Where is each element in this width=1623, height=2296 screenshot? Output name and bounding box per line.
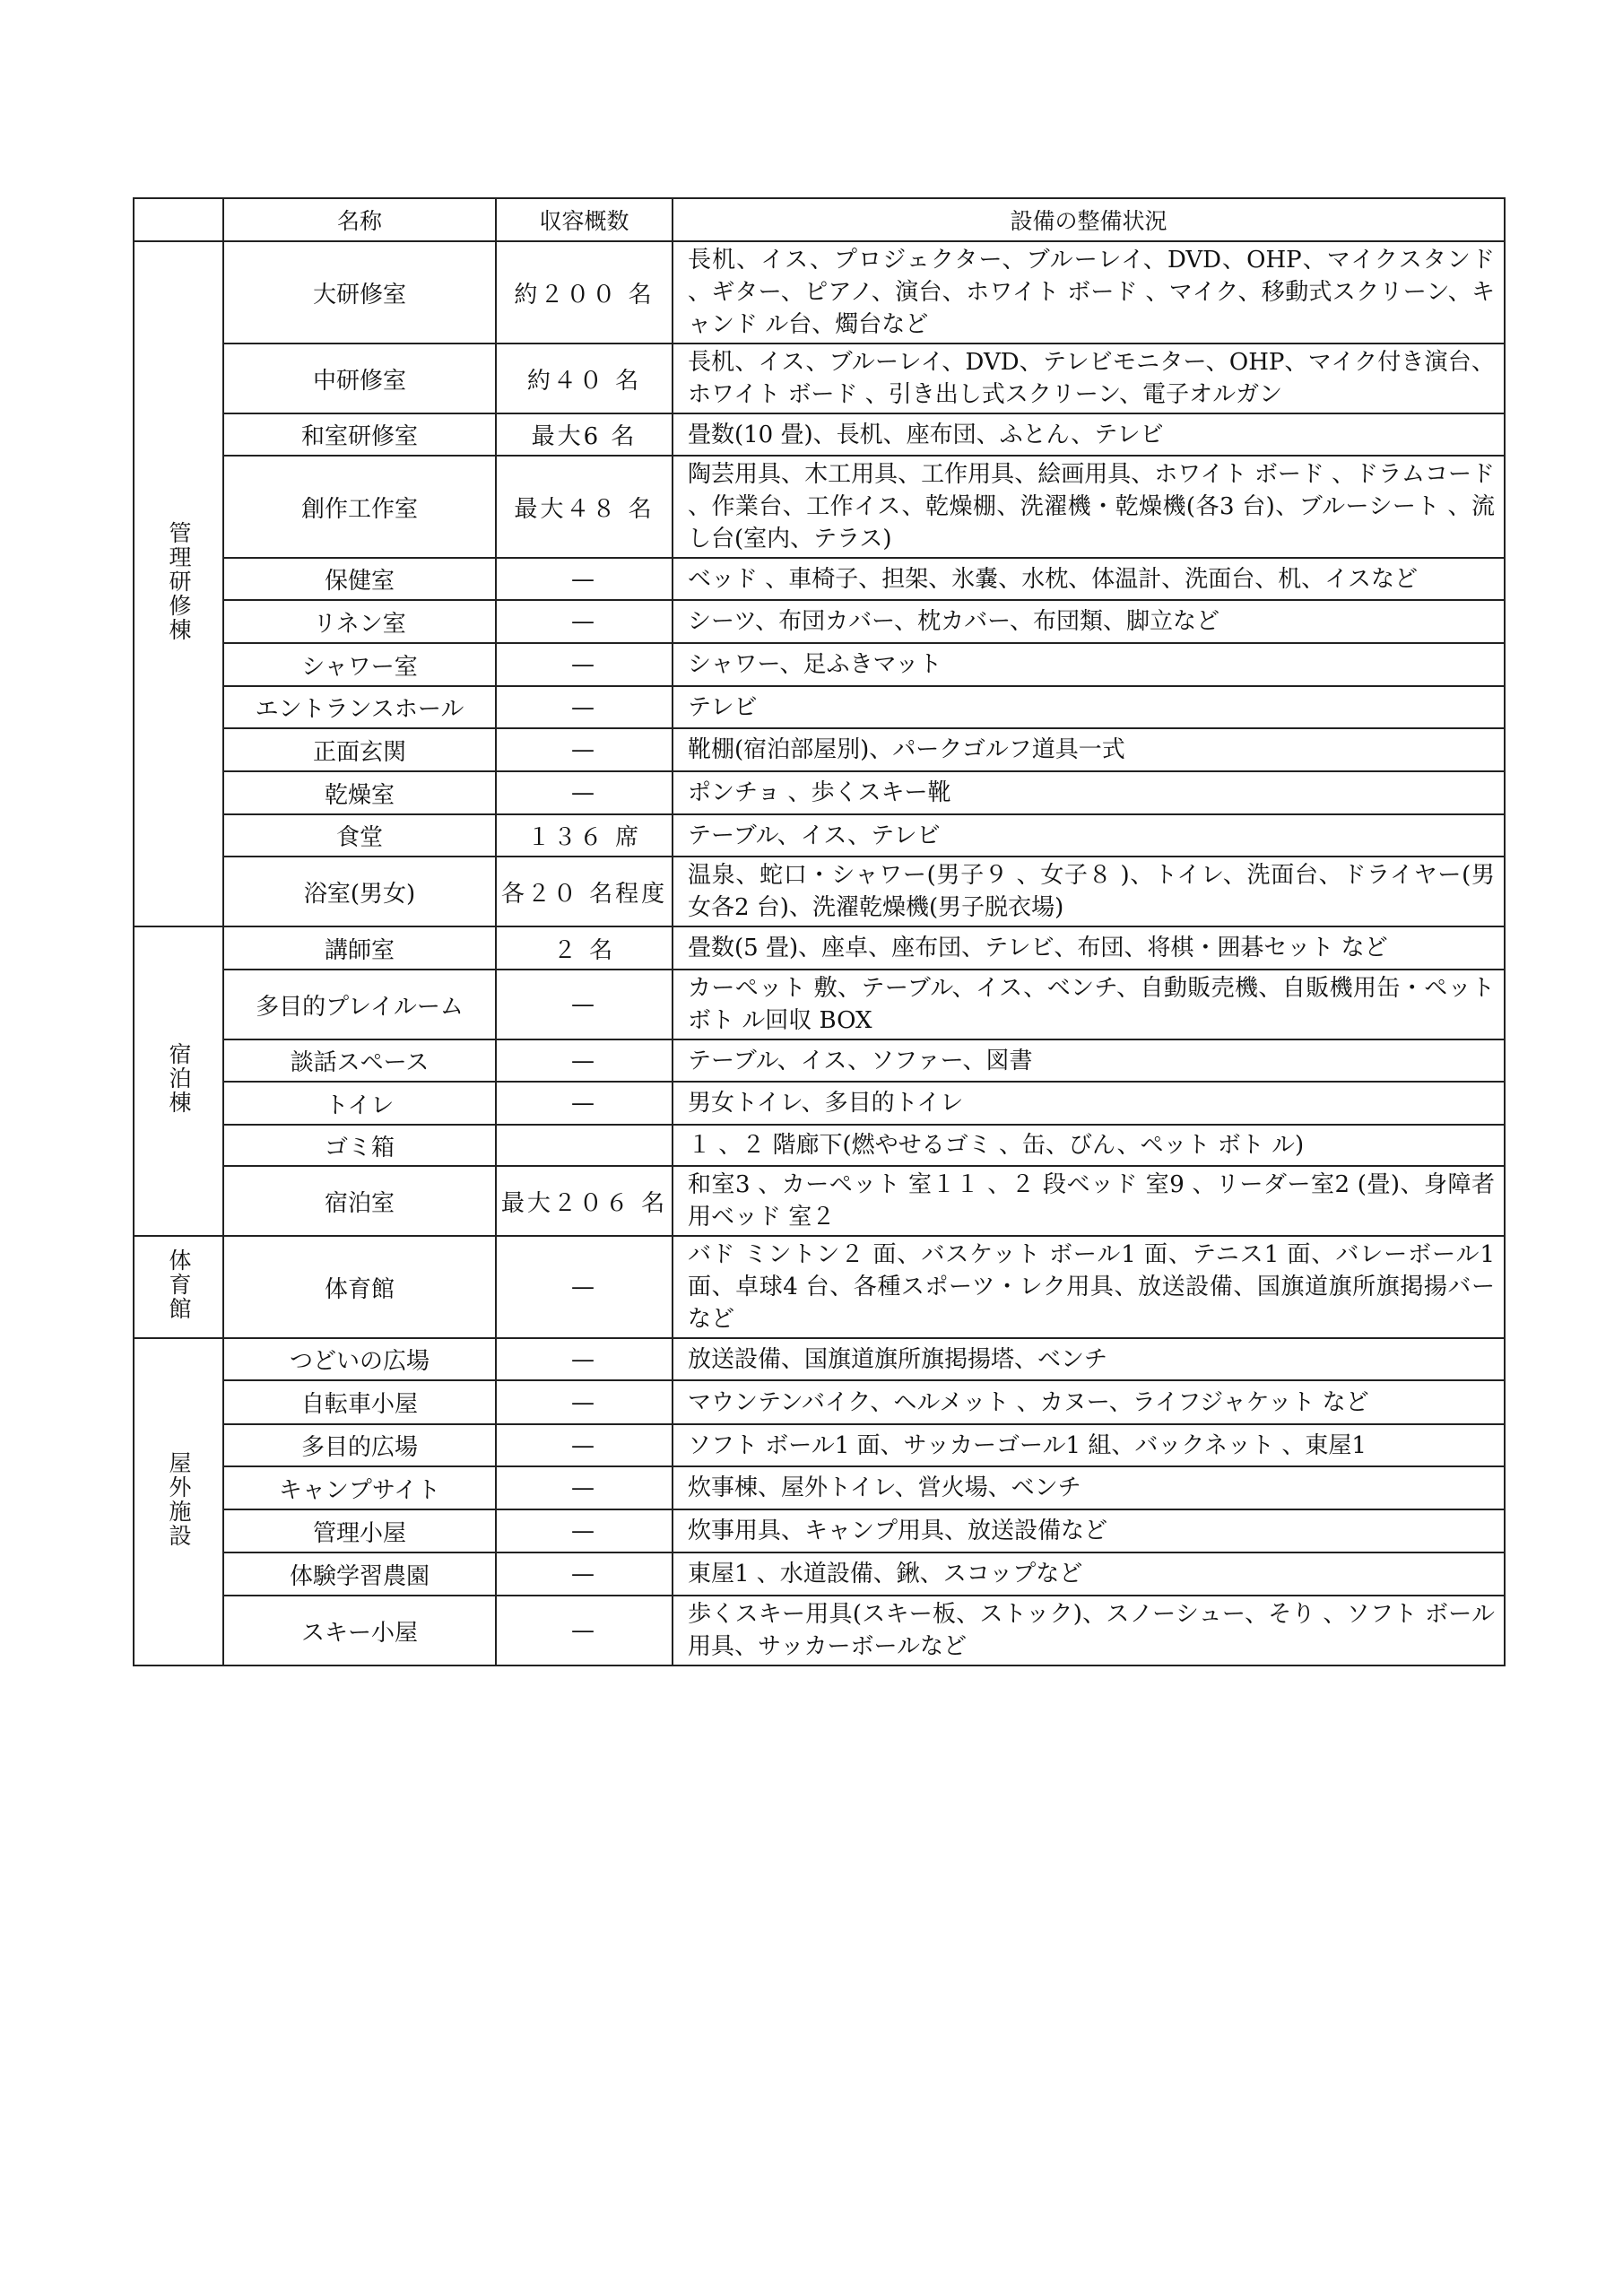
- facility-name: トイレ: [223, 1082, 496, 1125]
- equipment: 靴棚(宿泊部屋別)、パークゴルフ道具一式: [673, 728, 1505, 771]
- facility-name: 管理小屋: [223, 1509, 496, 1552]
- category-label: 体育館: [166, 1248, 192, 1321]
- table-row: [134, 1125, 1505, 1166]
- capacity: —: [496, 600, 673, 643]
- capacity: —: [496, 728, 673, 771]
- table-row: [134, 814, 1505, 857]
- equipment: テーブル、イス、ソファー、図書: [673, 1039, 1505, 1082]
- table-row: [134, 686, 1505, 728]
- equipment: マウンテンバイク、ヘルメット 、カヌー、ライフジャケット など: [673, 1380, 1505, 1424]
- facility-name: スキー小屋: [223, 1596, 496, 1665]
- category-label: 宿泊棟: [166, 1042, 192, 1115]
- capacity: 各２０ 名程度: [496, 857, 673, 926]
- capacity: 最大２０６ 名: [496, 1166, 673, 1236]
- table-row: [134, 600, 1505, 643]
- header-capacity: 収容概数: [496, 198, 673, 241]
- table-row: [134, 728, 1505, 771]
- category-label: 屋外施設: [166, 1450, 192, 1548]
- table-row: [134, 1236, 1505, 1338]
- equipment: ソフト ボール1 面、サッカーゴール1 組、バックネット 、東屋1: [673, 1424, 1505, 1466]
- table-row: [134, 857, 1505, 926]
- capacity: —: [496, 771, 673, 814]
- equipment: 炊事用具、キャンプ用具、放送設備など: [673, 1509, 1505, 1552]
- facility-table: [133, 197, 1506, 1666]
- capacity: [496, 1125, 673, 1166]
- table-row: [134, 1338, 1505, 1380]
- table-row: [134, 558, 1505, 600]
- equipment: テレビ: [673, 686, 1505, 728]
- equipment: 陶芸用具、木工用具、工作用具、絵画用具、ホワイト ボード 、ドラムコード 、作業台、工作イス、乾燥棚、洗濯機・乾燥機(各3 台)、ブルーシート 、流し台(室内、テラス): [673, 456, 1505, 558]
- capacity: 約２００ 名: [496, 241, 673, 344]
- equipment: １ 、２ 階廊下(燃やせるゴミ 、缶、びん、ペット ボト ル): [673, 1125, 1505, 1166]
- facility-name: シャワー室: [223, 643, 496, 686]
- equipment: シーツ、布団カバー、枕カバー、布団類、脚立など: [673, 600, 1505, 643]
- facility-name: 保健室: [223, 558, 496, 600]
- table-row: [134, 1082, 1505, 1125]
- capacity: —: [496, 1039, 673, 1082]
- facility-name: 中研修室: [223, 344, 496, 413]
- table-row: [134, 926, 1505, 970]
- table-row: [134, 970, 1505, 1039]
- equipment: 放送設備、国旗道旗所旗掲揚塔、ベンチ: [673, 1338, 1505, 1380]
- capacity: —: [496, 643, 673, 686]
- header-row: [134, 198, 1505, 241]
- equipment: テーブル、イス、テレビ: [673, 814, 1505, 857]
- equipment: 畳数(10 畳)、長机、座布団、ふとん、テレビ: [673, 413, 1505, 456]
- equipment: カーペット 敷、テーブル、イス、ベンチ、自動販売機、自販機用缶・ペット ボト ル回収 BOX: [673, 970, 1505, 1039]
- facility-name: 食堂: [223, 814, 496, 857]
- facility-name: ゴミ箱: [223, 1125, 496, 1166]
- capacity: —: [496, 1338, 673, 1380]
- header-name: 名称: [223, 198, 496, 241]
- capacity: １３６ 席: [496, 814, 673, 857]
- capacity: —: [496, 1082, 673, 1125]
- facility-name: 和室研修室: [223, 413, 496, 456]
- table-row: [134, 1596, 1505, 1665]
- facility-name: 体験学習農園: [223, 1552, 496, 1596]
- capacity: —: [496, 1509, 673, 1552]
- facility-name: 体育館: [223, 1236, 496, 1338]
- facility-name: 自転車小屋: [223, 1380, 496, 1424]
- capacity: —: [496, 1596, 673, 1665]
- capacity: —: [496, 1380, 673, 1424]
- equipment: 東屋1 、水道設備、鍬、スコップなど: [673, 1552, 1505, 1596]
- capacity: —: [496, 970, 673, 1039]
- equipment: ポンチョ 、歩くスキー靴: [673, 771, 1505, 814]
- facility-name: 浴室(男女): [223, 857, 496, 926]
- equipment: 和室3 、カーペット 室１１ 、２ 段ベッド 室9 、リーダー室2 (畳)、身障者用ベッド 室２: [673, 1166, 1505, 1236]
- category-label: 管理研修棟: [166, 520, 192, 642]
- table-row: [134, 643, 1505, 686]
- table-row: [134, 344, 1505, 413]
- equipment: 炊事棟、屋外トイレ、営火場、ベンチ: [673, 1466, 1505, 1509]
- capacity: 最大6 名: [496, 413, 673, 456]
- table-row: [134, 1466, 1505, 1509]
- table-row: [134, 771, 1505, 814]
- facility-name: エントランスホール: [223, 686, 496, 728]
- capacity: 約４０ 名: [496, 344, 673, 413]
- capacity: —: [496, 686, 673, 728]
- table-row: [134, 241, 1505, 344]
- facility-name: 創作工作室: [223, 456, 496, 558]
- facility-name: つどいの広場: [223, 1338, 496, 1380]
- table-row: [134, 1039, 1505, 1082]
- facility-name: 大研修室: [223, 241, 496, 344]
- capacity: —: [496, 1552, 673, 1596]
- header-equipment: 設備の整備状況: [673, 198, 1505, 241]
- capacity: —: [496, 1236, 673, 1338]
- facility-name: 多目的広場: [223, 1424, 496, 1466]
- equipment: シャワー、足ふきマット: [673, 643, 1505, 686]
- capacity: ２ 名: [496, 926, 673, 970]
- capacity: —: [496, 558, 673, 600]
- facility-name: 正面玄関: [223, 728, 496, 771]
- equipment: 畳数(5 畳)、座卓、座布団、テレビ、布団、将棋・囲碁セット など: [673, 926, 1505, 970]
- table-row: [134, 1552, 1505, 1596]
- capacity: —: [496, 1424, 673, 1466]
- facility-name: 談話スペース: [223, 1039, 496, 1082]
- table-row: [134, 1509, 1505, 1552]
- table-row: [134, 1380, 1505, 1424]
- equipment: 温泉、蛇口・シャワー(男子９ 、女子８ )、トイレ、洗面台、ドライヤー(男女各2 台)、洗濯乾燥機(男子脱衣場): [673, 857, 1505, 926]
- category-cell: [134, 241, 223, 926]
- facility-name: 多目的プレイルーム: [223, 970, 496, 1039]
- equipment: バド ミントン２ 面、バスケット ボール1 面、テニス1 面、バレーボール1 面、卓球4 台、各種スポーツ・レク用具、放送設備、国旗道旗所旗掲揚バーなど: [673, 1236, 1505, 1338]
- table-row: [134, 456, 1505, 558]
- facility-name: 講師室: [223, 926, 496, 970]
- facility-name: キャンプサイト: [223, 1466, 496, 1509]
- table-row: [134, 1166, 1505, 1236]
- equipment: ベッド 、車椅子、担架、氷嚢、水枕、体温計、洗面台、机、イスなど: [673, 558, 1505, 600]
- category-cell: [134, 1236, 223, 1338]
- facility-name: 宿泊室: [223, 1166, 496, 1236]
- equipment: 長机、イス、ブルーレイ、DVD、テレビモニター、OHP、マイク付き演台、ホワイト ボード 、引き出し式スクリーン、電子オルガン: [673, 344, 1505, 413]
- capacity: —: [496, 1466, 673, 1509]
- facility-name: リネン室: [223, 600, 496, 643]
- category-cell: [134, 926, 223, 1236]
- category-cell: [134, 1338, 223, 1665]
- table-row: [134, 413, 1505, 456]
- table-body: [134, 241, 1505, 1665]
- equipment: 男女トイレ、多目的トイレ: [673, 1082, 1505, 1125]
- header-category: [134, 198, 223, 241]
- equipment: 歩くスキー用具(スキー板、ストック)、スノーシュー、そり 、ソフト ボール用具、サッカーボールなど: [673, 1596, 1505, 1665]
- capacity: 最大４８ 名: [496, 456, 673, 558]
- facility-name: 乾燥室: [223, 771, 496, 814]
- equipment: 長机、イス、プロジェクター、ブルーレイ、DVD、OHP、マイクスタンド 、ギター、ピアノ、演台、ホワイト ボード 、マイク、移動式スクリーン、キャンド ル台、燭台など: [673, 241, 1505, 344]
- table-row: [134, 1424, 1505, 1466]
